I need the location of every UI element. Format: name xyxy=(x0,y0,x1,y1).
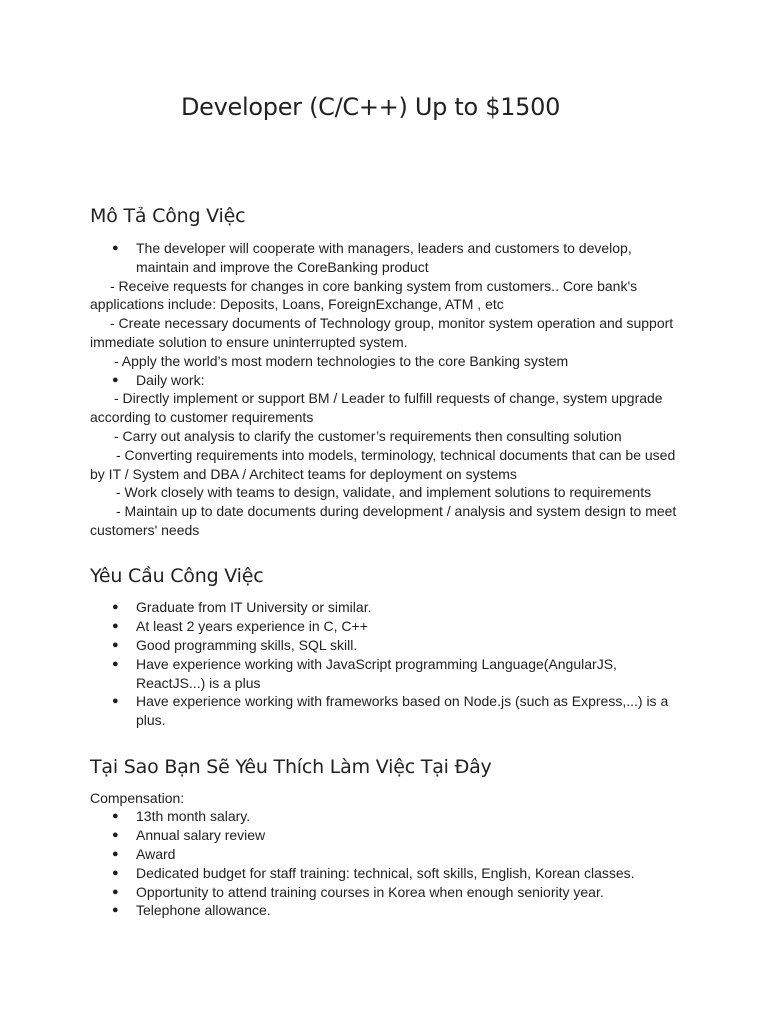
benefit-line: Dedicated budget for staff training: technical, soft skills, English, Korean classes. xyxy=(136,865,635,881)
bullet-marker: ● xyxy=(112,886,119,898)
requirement-line: Graduate from IT University or similar. xyxy=(136,599,372,615)
benefit-line: 13th month salary. xyxy=(136,808,251,824)
section-heading-benefits: Tại Sao Bạn Sẽ Yêu Thích Làm Việc Tại Đây xyxy=(90,756,492,778)
bullet-marker: ● xyxy=(112,639,119,651)
description-line: - Create necessary documents of Technology group, monitor system operation and support xyxy=(110,315,674,331)
description-line: maintain and improve the CoreBanking product xyxy=(136,259,429,275)
description-line: applications include: Deposits, Loans, ForeignExchange, ATM , etc xyxy=(90,296,504,312)
section-heading-description: Mô Tả Công Việc xyxy=(90,205,246,227)
requirement-line: At least 2 years experience in C, C++ xyxy=(136,618,368,634)
requirement-line: ReactJS...) is a plus xyxy=(136,675,261,691)
description-line: - Receive requests for changes in core banking system from customers.. Core bank's xyxy=(110,278,638,294)
description-line: - Directly implement or support BM / Leader to fulfill requests of change, system upgrade xyxy=(114,390,663,406)
bullet-marker: ● xyxy=(112,829,119,841)
bullet-marker: ● xyxy=(112,620,119,632)
bullet-marker: ● xyxy=(112,904,119,916)
bullet-marker: ● xyxy=(112,374,119,386)
description-line: by IT / System and DBA / Architect teams for deployment on systems xyxy=(90,466,517,482)
compensation-label: Compensation: xyxy=(90,790,185,806)
benefit-line: Opportunity to attend training courses in Korea when enough seniority year. xyxy=(136,884,604,900)
description-line: - Carry out analysis to clarify the customer’s requirements then consulting solution xyxy=(114,428,622,444)
bullet-marker: ● xyxy=(112,810,119,822)
bullet-marker: ● xyxy=(112,848,119,860)
bullet-marker: ● xyxy=(112,658,119,670)
page-title: Developer (C/C++) Up to $1500 xyxy=(181,93,561,121)
section-heading-requirements: Yêu Cầu Công Việc xyxy=(90,565,264,587)
benefit-line: Annual salary review xyxy=(136,827,266,843)
description-line: - Converting requirements into models, terminology, technical documents that can be used xyxy=(116,447,676,463)
description-line: The developer will cooperate with managers, leaders and customers to develop, xyxy=(136,240,632,256)
bullet-marker: ● xyxy=(112,601,119,613)
requirement-line: Have experience working with JavaScript programming Language(AngularJS, xyxy=(136,656,617,672)
description-line: Daily work: xyxy=(136,372,205,388)
description-line: customers' needs xyxy=(90,522,200,538)
requirement-line: Have experience working with frameworks based on Node.js (such as Express,...) is a xyxy=(136,693,669,709)
bullet-marker: ● xyxy=(112,695,119,707)
description-line: according to customer requirements xyxy=(90,409,314,425)
benefit-line: Telephone allowance. xyxy=(136,902,271,918)
requirement-line: plus. xyxy=(136,712,166,728)
bullet-marker: ● xyxy=(112,867,119,879)
requirement-line: Good programming skills, SQL skill. xyxy=(136,637,358,653)
description-line: - Maintain up to date documents during development / analysis and system design to meet xyxy=(116,503,677,519)
description-line: immediate solution to ensure uninterrupted system. xyxy=(90,334,408,350)
bullet-marker: ● xyxy=(112,242,119,254)
description-line: - Apply the world’s most modern technologies to the core Banking system xyxy=(114,353,569,369)
description-line: - Work closely with teams to design, validate, and implement solutions to requirements xyxy=(116,484,652,500)
benefit-line: Award xyxy=(136,846,176,862)
